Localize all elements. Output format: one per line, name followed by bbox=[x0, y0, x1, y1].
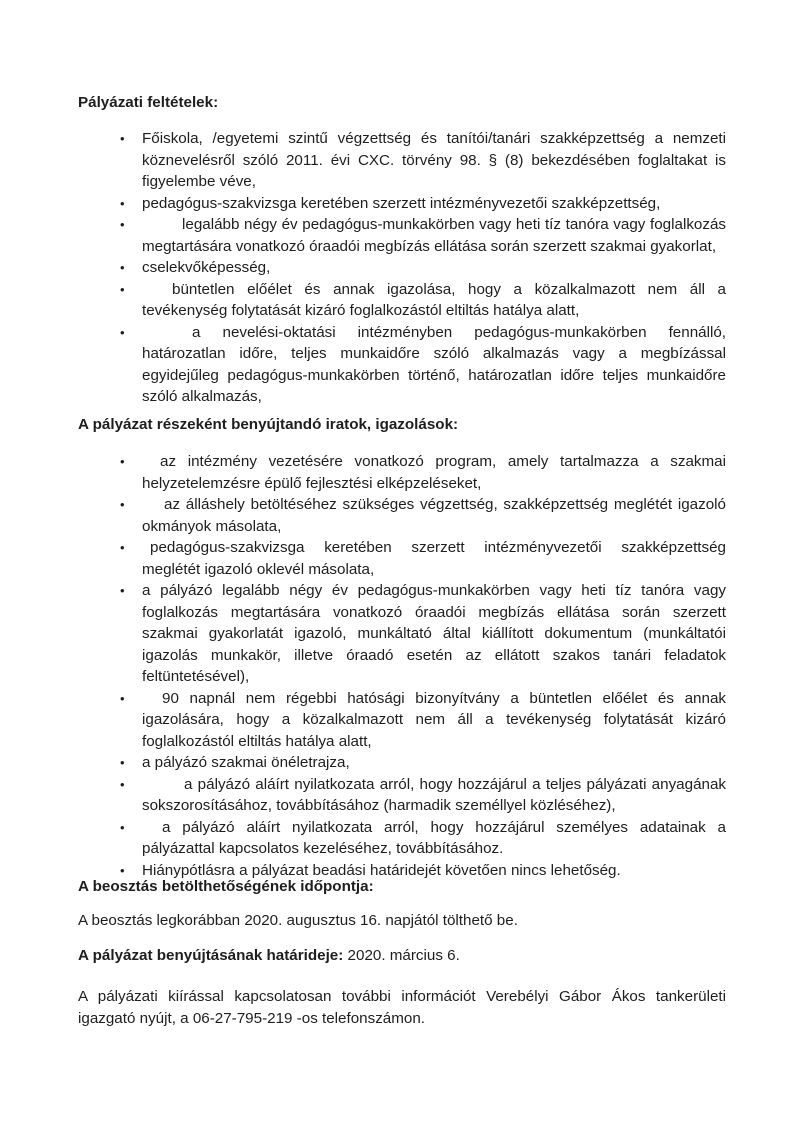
list-item-text: 90 napnál nem régebbi hatósági bizonyítvány a büntetlen előélet és annak igazolására, hogy a közalkalmazott nem áll a tevékenység folytatását kizáró foglalkozástól eltiltás hatálya alatt, bbox=[142, 689, 726, 750]
list-item bbox=[78, 279, 726, 322]
info-section bbox=[78, 986, 726, 1030]
deadline-label: A pályázat benyújtásának határideje: bbox=[78, 947, 344, 964]
list-item-text: pedagógus-szakvizsga keretében szerzett intézményvezetői szakképzettség meglétét igazoló oklevél másolata, bbox=[142, 539, 726, 578]
list-item bbox=[78, 322, 726, 408]
bullet-icon: • bbox=[120, 260, 125, 275]
bullet-icon: • bbox=[120, 324, 125, 340]
deadline-section bbox=[78, 945, 726, 967]
list-item-text: pedagógus-szakvizsga keretében szerzett intézményvezetői szakképzettség, bbox=[142, 194, 661, 212]
list-item-text: büntetlen előélet és annak igazolása, hogy a közalkalmazott nem áll a tevékenység folytatását kizáró foglalkozástól eltiltás hatálya alatt, bbox=[142, 280, 726, 319]
bullet-icon: • bbox=[120, 862, 125, 878]
start-text-block bbox=[78, 910, 726, 932]
conditions-section bbox=[78, 92, 726, 114]
bullet-icon: • bbox=[120, 497, 125, 512]
deadline-line bbox=[78, 945, 726, 967]
list-item-text: legalább négy év pedagógus-munkakörben vagy heti tíz tanóra vagy foglalkozás megtartására vonatkozó óraadói megbízás ellátása során szerzett szakmai gyakorlat, bbox=[142, 216, 726, 255]
documents-heading: A pályázat részeként benyújtandó iratok, igazolások: bbox=[78, 416, 459, 433]
list-item-text: Főiskola, /egyetemi szintű végzettség és tanítói/tanári szakképzettség a nemzeti köznevelésről szóló 2011. évi CXC. törvény 98. § (8) bekezdésében foglaltakat is figyelembe véve, bbox=[142, 130, 726, 190]
list-item bbox=[78, 752, 726, 774]
list-item-text: a pályázó aláírt nyilatkozata arról, hogy hozzájárul személyes adatainak a pályázattal kapcsolatos kezeléséhez, továbbításához. bbox=[142, 818, 726, 857]
bullet-icon: • bbox=[120, 819, 125, 835]
deadline-value: 2020. március 6. bbox=[343, 947, 460, 964]
documents-list-container bbox=[78, 451, 726, 881]
list-item bbox=[78, 193, 726, 215]
list-item-text: a pályázó szakmai önéletrajza, bbox=[142, 754, 350, 771]
conditions-list-container bbox=[78, 128, 726, 408]
bullet-icon: • bbox=[120, 281, 125, 297]
list-item bbox=[78, 128, 726, 193]
list-item-text: a nevelési-oktatási intézményben pedagógus-munkakörben fennálló, határozatlan időre, teljes munkaidőre szóló alkalmazás vagy a megbízással egyidejűleg pedagógus-munkakörben történő, határozatlan időre teljes munkaidőre szóló alkalmazás, bbox=[142, 323, 726, 405]
list-item-text: cselekvőképesség, bbox=[142, 259, 271, 276]
documents-section bbox=[78, 414, 726, 436]
list-item bbox=[78, 537, 726, 580]
info-text: A pályázati kiírással kapcsolatosan további információt Verebélyi Gábor Ákos tankerületi igazgató nyújt, a 06-27-795-219 -os telefonszámon. bbox=[78, 988, 726, 1027]
list-item bbox=[78, 214, 726, 257]
start-heading: A beosztás betölthetőségének időpontja: bbox=[78, 878, 374, 895]
bullet-icon: • bbox=[120, 131, 125, 146]
list-item-text: a pályázó aláírt nyilatkozata arról, hogy hozzájárul a teljes pályázati anyagának sokszorosításához, továbbításához (harmadik személlyel közléséhez), bbox=[142, 775, 726, 814]
bullet-icon: • bbox=[120, 217, 125, 232]
list-item-text: az álláshely betöltéséhez szükséges végzettség, szakképzettség meglétét igazoló okmányok másolata, bbox=[142, 496, 726, 535]
bullet-icon: • bbox=[120, 195, 125, 211]
list-item bbox=[78, 257, 726, 279]
documents-list bbox=[78, 451, 726, 881]
list-item bbox=[78, 494, 726, 537]
list-item bbox=[78, 580, 726, 688]
list-item bbox=[78, 774, 726, 817]
list-item bbox=[78, 688, 726, 753]
list-item-text: az intézmény vezetésére vonatkozó program, amely tartalmazza a szakmai helyzetelemzésre épülő fejlesztési elképzeléseket, bbox=[142, 453, 726, 492]
start-text: A beosztás legkorábban 2020. augusztus 16. napjától tölthető be. bbox=[78, 912, 518, 929]
bullet-icon: • bbox=[120, 583, 125, 598]
bullet-icon: • bbox=[120, 540, 125, 555]
bullet-icon: • bbox=[120, 454, 125, 469]
conditions-list bbox=[78, 128, 726, 408]
list-item-text: a pályázó legalább négy év pedagógus-munkakörben vagy heti tíz tanóra vagy foglalkozás megtartására vonatkozó óraadói megbízás ellátása során szerzett szakmai gyakorlatát igazoló, munkáltató által kiállított dokumentum (munkáltatói igazolás munkakör, illetve óraadó esetén az ellátott szakos tanári feladatok feltüntetésével), bbox=[142, 582, 726, 685]
bullet-icon: • bbox=[120, 690, 125, 706]
bullet-icon: • bbox=[120, 755, 125, 770]
start-section bbox=[78, 876, 726, 898]
list-item-text: Hiánypótlásra a pályázat beadási határidejét követően nincs lehetőség. bbox=[142, 861, 621, 879]
conditions-heading: Pályázati feltételek: bbox=[78, 94, 219, 111]
list-item bbox=[78, 817, 726, 860]
bullet-icon: • bbox=[120, 776, 125, 792]
list-item bbox=[78, 451, 726, 494]
